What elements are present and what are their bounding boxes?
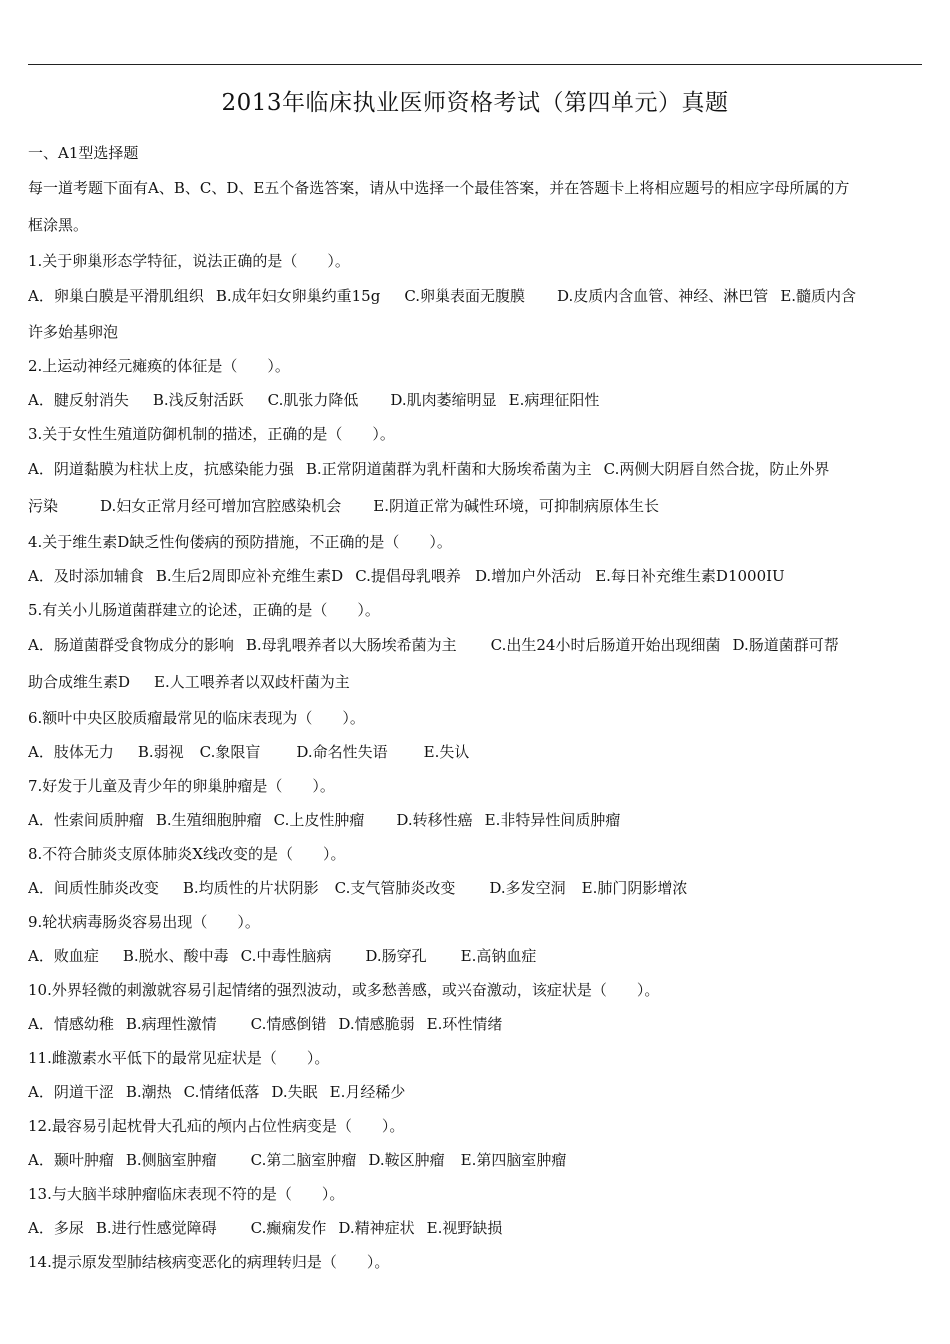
answer-option: C.支气管肺炎改变 xyxy=(334,879,456,897)
answer-option: B.母乳喂养者以大肠埃希菌为主 xyxy=(245,636,457,654)
answer-option: D.转移性癌 xyxy=(396,811,473,829)
answer-option: B.进行性感觉障碍 xyxy=(95,1219,217,1237)
question-list xyxy=(28,244,924,1279)
answer-option: C.卵巢表面无腹膜 xyxy=(404,287,526,305)
answer-option: A．肢体无力 xyxy=(28,743,114,761)
answer-options-1 xyxy=(28,1075,924,1109)
answer-options-1 xyxy=(28,803,924,837)
answer-option: D.鞍区肿瘤 xyxy=(368,1151,445,1169)
answer-option: D.妇女正常月经可增加宫腔感染机会 xyxy=(100,497,342,515)
answer-option: B.弱视 xyxy=(137,743,184,761)
answer-option: 助合成维生素D xyxy=(28,673,131,691)
question-stem: 10.外界轻微的刺激就容易引起情绪的强烈波动，或多愁善感，或兴奋激动，该症状是（ ）。 xyxy=(28,981,660,999)
page-title: 2013年临床执业医师资格考试（第四单元）真题 xyxy=(221,90,729,116)
answer-option: B.病理性激情 xyxy=(125,1015,217,1033)
answer-option: B.脱水、酸中毒 xyxy=(122,947,229,965)
question-stem: 9.轮状病毒肠炎容易出现（ ）。 xyxy=(28,913,260,931)
answer-option: A．阴道干涩 xyxy=(28,1083,114,1101)
answer-options-2 xyxy=(28,315,924,349)
answer-option: D.精神症状 xyxy=(338,1219,415,1237)
question-stem: 12.最容易引起枕骨大孔疝的颅内占位性病变是（ ）。 xyxy=(28,1117,405,1135)
answer-option: C.提倡母乳喂养 xyxy=(355,567,461,585)
answer-option: E.病理征阳性 xyxy=(508,391,600,409)
answer-option: E.失认 xyxy=(423,743,470,761)
question-stem: 3.关于女性生殖道防御机制的描述，正确的是（ ）。 xyxy=(28,425,395,443)
answer-option: C.情绪低落 xyxy=(183,1083,260,1101)
answer-option: D.肌肉萎缩明显 xyxy=(390,391,497,409)
question-stem: 5.有关小儿肠道菌群建立的论述，正确的是（ ）。 xyxy=(28,601,380,619)
answer-option: A．及时添加辅食 xyxy=(28,567,144,585)
answer-option: A．间质性肺炎改变 xyxy=(28,879,159,897)
question-stem: 13.与大脑半球肿瘤临床表现不符的是（ ）。 xyxy=(28,1185,345,1203)
question-stem: 14.提示原发型肺结核病变恶化的病理转归是（ ）。 xyxy=(28,1253,390,1271)
answer-option: D.增加户外活动 xyxy=(474,567,582,585)
answer-option: 许多始基卵泡 xyxy=(28,323,119,341)
answer-options-1 xyxy=(28,1211,924,1245)
answer-option: C.情感倒错 xyxy=(250,1015,327,1033)
answer-option: E.人工喂养者以双歧杆菌为主 xyxy=(154,673,350,691)
answer-option: C.中毒性脑病 xyxy=(240,947,332,965)
answer-option: B.均质性的片状阴影 xyxy=(182,879,319,897)
answer-option: A．性索间质肿瘤 xyxy=(28,811,144,829)
answer-option: B.正常阴道菌群为乳杆菌和大肠埃希菌为主 xyxy=(305,460,592,478)
answer-option: A．阴道黏膜为柱状上皮，抗感染能力强 xyxy=(28,460,294,478)
question-stem: 4.关于维生素D缺乏性佝偻病的预防措施，不正确的是（ ）。 xyxy=(28,533,452,551)
answer-option: A．败血症 xyxy=(28,947,99,965)
answer-option: D.情感脆弱 xyxy=(338,1015,415,1033)
document-body xyxy=(28,136,924,1279)
answer-option: E.视野缺损 xyxy=(426,1219,503,1237)
answer-option: C.象限盲 xyxy=(199,743,261,761)
instructions-line-1: 每一道考题下面有A、B、C、D、E五个备选答案，请从中选择一个最佳答案，并在答题卡上将相应题号的相应字母所属的方 xyxy=(28,179,850,197)
question-stem: 7.好发于儿童及青少年的卵巢肿瘤是（ ）。 xyxy=(28,777,335,795)
answer-option: A．腱反射消失 xyxy=(28,391,129,409)
question-stem: 8.不符合肺炎支原体肺炎X线改变的是（ ）。 xyxy=(28,845,346,863)
answer-option: B.生后2周即应补充维生素D xyxy=(155,567,344,585)
question-stem: 1.关于卵巢形态学特征，说法正确的是（ ）。 xyxy=(28,252,350,270)
answer-options-1 xyxy=(28,939,924,973)
answer-option: A．情感幼稚 xyxy=(28,1015,114,1033)
question-stem: 11.雌激素水平低下的最常见症状是（ ）。 xyxy=(28,1049,330,1067)
answer-option: E.第四脑室肿瘤 xyxy=(460,1151,567,1169)
answer-options-1 xyxy=(28,1007,924,1041)
answer-option: B.浅反射活跃 xyxy=(152,391,244,409)
answer-option: D.肠道菌群可帮 xyxy=(732,636,839,654)
answer-option: E.每日补充维生素D1000IU xyxy=(595,567,785,585)
answer-options-1 xyxy=(28,1143,924,1177)
answer-option: D.多发空洞 xyxy=(489,879,566,897)
answer-options-1 xyxy=(28,559,924,593)
answer-options-1 xyxy=(28,735,924,769)
answer-option: A．肠道菌群受食物成分的影响 xyxy=(28,636,234,654)
answer-option: A．卵巢白膜是平滑肌组织 xyxy=(28,287,204,305)
section-heading: 一、A1型选择题 xyxy=(28,144,139,162)
answer-option: C.两侧大阴唇自然合拢，防止外界 xyxy=(603,460,830,478)
answer-option: C.第二脑室肿瘤 xyxy=(250,1151,357,1169)
answer-option: A．颞叶肿瘤 xyxy=(28,1151,114,1169)
answer-options-1 xyxy=(28,383,924,417)
answer-option: C.出生24小时后肠道开始出现细菌 xyxy=(490,636,721,654)
answer-options-1 xyxy=(28,278,924,315)
answer-option: B.生殖细胞肿瘤 xyxy=(155,811,262,829)
answer-option: E.髓质内含 xyxy=(780,287,857,305)
answer-option: B.侧脑室肿瘤 xyxy=(125,1151,217,1169)
header-rule xyxy=(28,64,922,65)
answer-option: C.上皮性肿瘤 xyxy=(273,811,365,829)
instructions-line-2: 框涂黑。 xyxy=(28,216,89,234)
answer-option: C.肌张力降低 xyxy=(267,391,359,409)
answer-option: 污染 xyxy=(28,497,59,515)
answer-option: E.高钠血症 xyxy=(460,947,537,965)
answer-option: E.非特异性间质肿瘤 xyxy=(484,811,621,829)
answer-option: D.皮质内含血管、神经、淋巴管 xyxy=(557,287,769,305)
answer-option: E.环性情绪 xyxy=(426,1015,503,1033)
answer-option: B.成年妇女卵巢约重15g xyxy=(215,287,381,305)
answer-option: C.癫痫发作 xyxy=(250,1219,327,1237)
answer-option: E.阴道正常为碱性环境，可抑制病原体生长 xyxy=(373,497,660,515)
question-stem: 2.上运动神经元瘫痪的体征是（ ）。 xyxy=(28,357,290,375)
answer-option: D.失眠 xyxy=(271,1083,318,1101)
answer-option: D.肠穿孔 xyxy=(365,947,427,965)
answer-options-2 xyxy=(28,664,924,701)
answer-option: D.命名性失语 xyxy=(296,743,388,761)
answer-options-1 xyxy=(28,627,924,664)
answer-option: E.肺门阴影增浓 xyxy=(581,879,688,897)
question-stem: 6.额叶中央区胶质瘤最常见的临床表现为（ ）。 xyxy=(28,709,365,727)
answer-options-1 xyxy=(28,451,924,488)
answer-option: A．多尿 xyxy=(28,1219,84,1237)
answer-option: E.月经稀少 xyxy=(329,1083,406,1101)
answer-options-1 xyxy=(28,871,924,905)
answer-option: B.潮热 xyxy=(125,1083,172,1101)
answer-options-2 xyxy=(28,488,924,525)
